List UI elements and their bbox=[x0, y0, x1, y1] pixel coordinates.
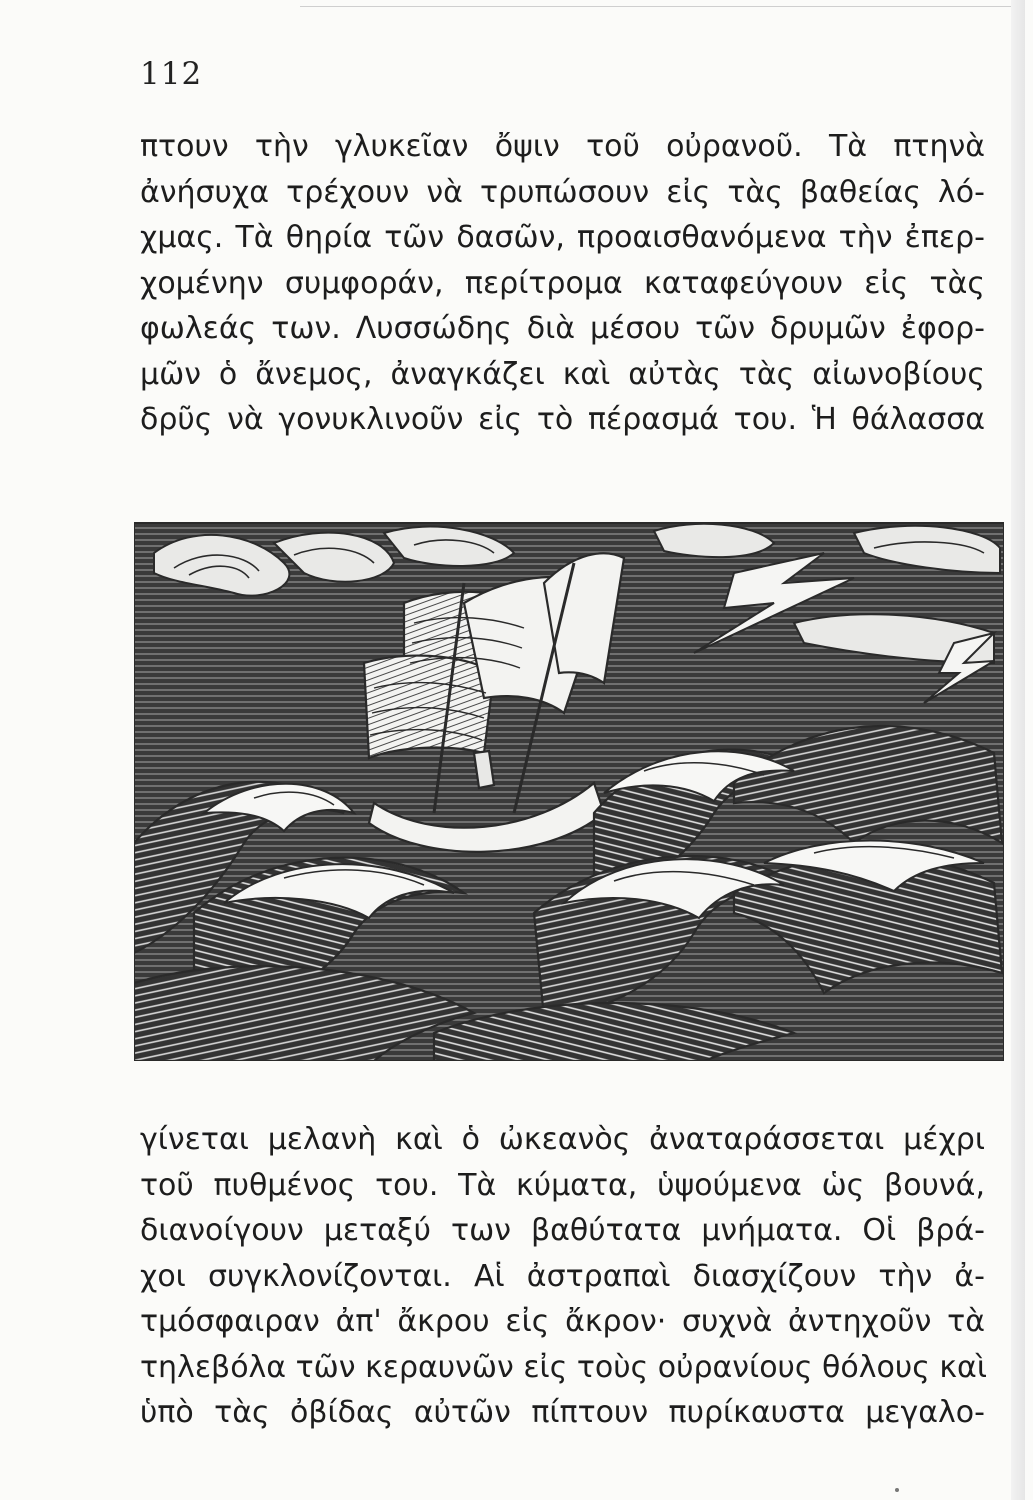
page-top-edge bbox=[300, 6, 1020, 7]
page-right-edge-shadow bbox=[1011, 0, 1025, 1500]
page-number: 112 bbox=[140, 56, 203, 92]
text-line: τηλεβόλα τῶν κεραυνῶν εἰς τοὺς οὐρανίους θόλους καὶ bbox=[140, 1349, 987, 1385]
text-line: ἀνήσυχα τρέχουν νὰ τρυπώσουν εἰς τὰς βαθείας λό- bbox=[140, 174, 985, 210]
text-line: ὑπὸ τὰς ὀβίδας αὐτῶν πίπτουν πυρίκαυστα μεγαλο- bbox=[140, 1395, 985, 1430]
paragraph-bottom bbox=[140, 1117, 985, 1436]
text-line: μῶν ὁ ἄνεμος, ἀναγκάζει καὶ αὐτὰς τὰς αἰωνοβίους bbox=[140, 356, 985, 392]
text-line: φωλεάς των. Λυσσώδης διὰ μέσου τῶν δρυμῶν ἐφορ- bbox=[140, 311, 985, 346]
ink-speck bbox=[895, 1488, 899, 1492]
text-line: τμόσφαιραν ἀπ' ἄκρου εἰς ἄκρον· συχνὰ ἀντηχοῦν τὰ bbox=[140, 1304, 985, 1339]
text-line: γίνεται μελανὴ καὶ ὁ ὠκεανὸς ἀναταράσσεται μέχρι bbox=[140, 1122, 985, 1157]
text-line: πτουν τὴν γλυκεῖαν ὄψιν τοῦ οὐρανοῦ. Τὰ πτηνὰ bbox=[140, 129, 985, 164]
text-line: διανοίγουν μεταξύ των βαθύτατα μνήματα. Οἱ βρά- bbox=[140, 1213, 985, 1248]
text-line: τοῦ πυθμένος του. Τὰ κύματα, ὑψούμενα ὡς βουνά, bbox=[140, 1167, 985, 1203]
text-line: χμας. Τὰ θηρία τῶν δασῶν, προαισθανόμενα τὴν ἐπερ- bbox=[140, 220, 985, 255]
storm-ship-illustration bbox=[134, 513, 1004, 1061]
text-line: χοι συγκλονίζονται. Αἱ ἀστραπαὶ διασχίζουν τὴν ἀ- bbox=[140, 1258, 985, 1294]
text-line: χομένην συμφοράν, περίτρομα καταφεύγουν εἰς τὰς bbox=[140, 265, 985, 301]
paragraph-top bbox=[140, 124, 985, 443]
text-line: δρῦς νὰ γονυκλινοῦν εἰς τὸ πέρασμά του. Ἡ θάλασσα bbox=[140, 402, 985, 437]
